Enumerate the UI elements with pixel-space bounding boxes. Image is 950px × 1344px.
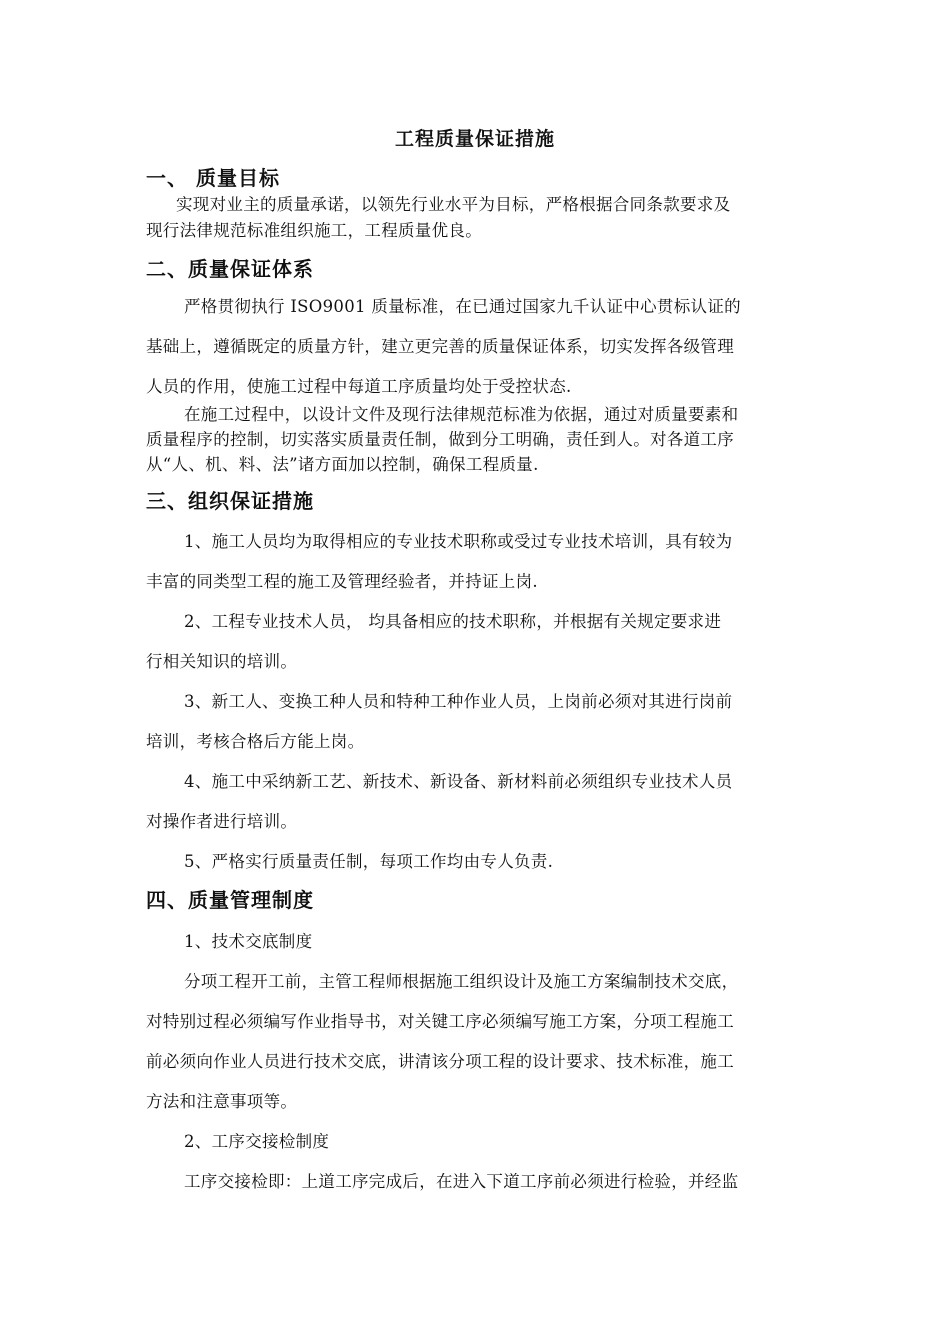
paragraph-line: 人员的作用，使施工过程中每道工序质量均处于受控状态. xyxy=(146,377,572,396)
paragraph-line: 方法和注意事项等。 xyxy=(146,1092,298,1111)
paragraph-line: 实现对业主的质量承诺，以领先行业水平为目标，严格根据合同条款要求及 xyxy=(176,195,731,214)
paragraph-line: 基础上，遵循既定的质量方针，建立更完善的质量保证体系，切实发挥各级管理 xyxy=(146,337,734,356)
section-4-heading: 四、质量管理制度 xyxy=(146,888,314,912)
paragraph-line: 丰富的同类型工程的施工及管理经验者，并持证上岗. xyxy=(146,572,538,591)
paragraph-line: 2、工程专业技术人员， 均具备相应的技术职称，并根据有关规定要求进 xyxy=(184,612,722,631)
paragraph-line: 工序交接检即：上道工序完成后，在进入下道工序前必须进行检验，并经监 xyxy=(184,1172,739,1191)
paragraph-line: 培训，考核合格后方能上岗。 xyxy=(146,732,365,751)
document-title: 工程质量保证措施 xyxy=(394,128,555,150)
paragraph-line: 5、严格实行质量责任制，每项工作均由专人负责. xyxy=(184,852,554,871)
paragraph-line: 行相关知识的培训。 xyxy=(146,652,298,671)
paragraph-line: 分项工程开工前，主管工程师根据施工组织设计及施工方案编制技术交底， xyxy=(184,972,739,991)
paragraph-line: 1、施工人员均为取得相应的专业技术职称或受过专业技术培训，具有较为 xyxy=(184,532,733,551)
paragraph-line: 严格贯彻执行 ISO9001 质量标准，在已通过国家九千认证中心贯标认证的 xyxy=(184,297,741,316)
section-1-heading: 一、 质量目标 xyxy=(146,166,280,190)
paragraph-line: 从“人、机、料、法”诸方面加以控制，确保工程质量. xyxy=(146,455,539,474)
paragraph-line: 对操作者进行培训。 xyxy=(146,812,298,831)
paragraph-line: 2、工序交接检制度 xyxy=(184,1132,330,1151)
section-2-heading: 二、质量保证体系 xyxy=(146,257,314,281)
paragraph-line: 现行法律规范标准组织施工，工程质量优良。 xyxy=(146,221,482,240)
paragraph-line: 4、施工中采纳新工艺、新技术、新设备、新材料前必须组织专业技术人员 xyxy=(184,772,733,791)
paragraph-line: 质量程序的控制，切实落实质量责任制，做到分工明确，责任到人。对各道工序 xyxy=(146,430,734,449)
paragraph-line: 1、技术交底制度 xyxy=(184,932,313,951)
paragraph-line: 在施工过程中，以设计文件及现行法律规范标准为依据，通过对质量要素和 xyxy=(184,405,739,424)
section-3-heading: 三、组织保证措施 xyxy=(146,489,314,513)
paragraph-line: 3、新工人、变换工种人员和特种工种作业人员，上岗前必须对其进行岗前 xyxy=(184,692,733,711)
paragraph-line: 前必须向作业人员进行技术交底，讲清该分项工程的设计要求、技术标准，施工 xyxy=(146,1052,734,1071)
paragraph-line: 对特别过程必须编写作业指导书，对关键工序必须编写施工方案，分项工程施工 xyxy=(146,1012,734,1031)
